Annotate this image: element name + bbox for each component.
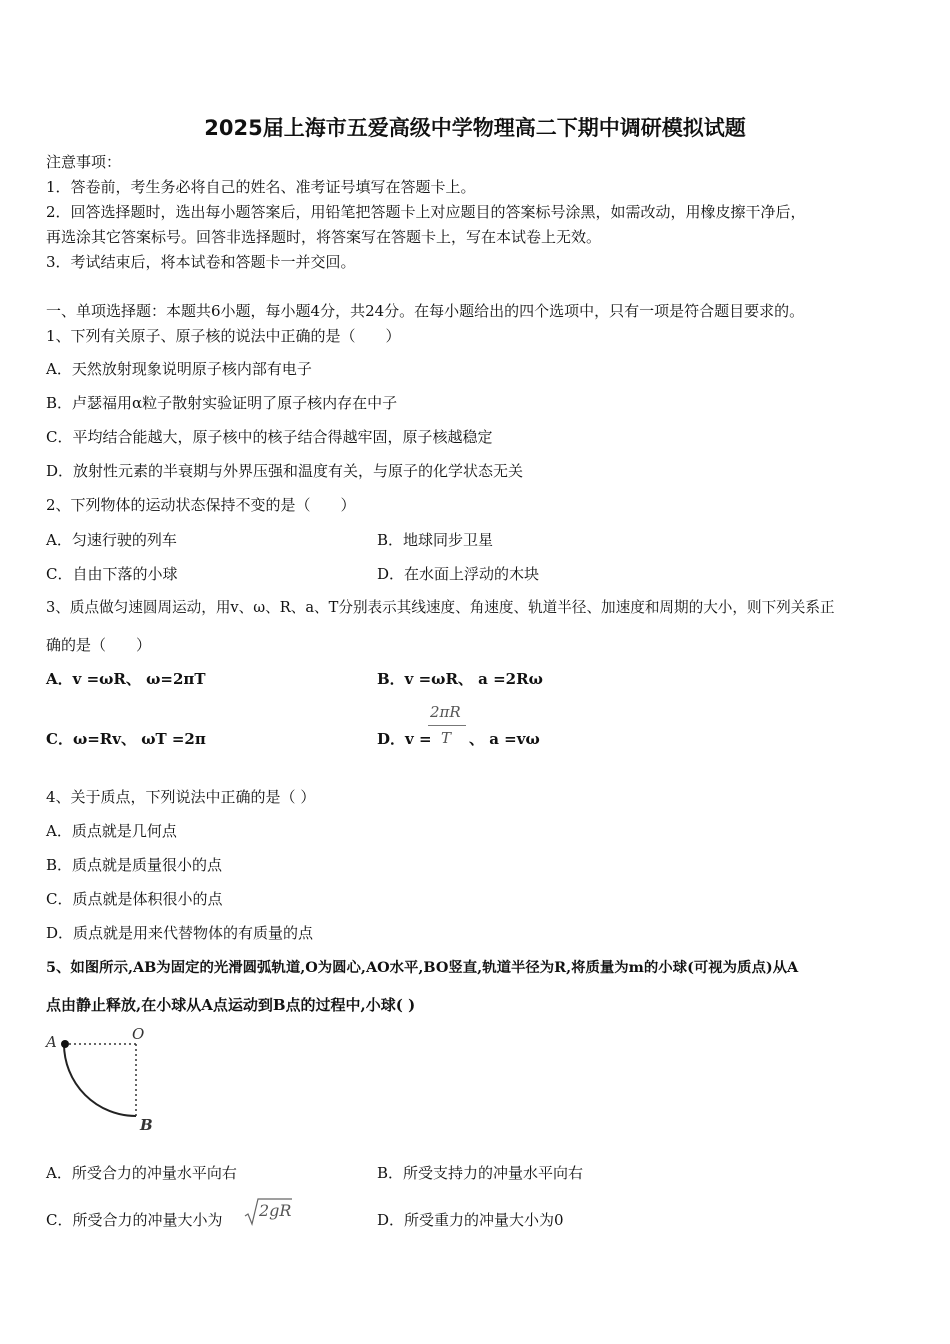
q3-fraction-bar <box>428 725 466 726</box>
q3-fraction-denominator: T <box>441 729 452 747</box>
notice-item-1: 1．答卷前，考生务必将自己的姓名、准考证号填写在答题卡上。 <box>46 178 476 196</box>
q3-option-a: A．v =ωR、 ω=2πT <box>46 670 206 688</box>
label-b: B <box>140 1116 153 1134</box>
q4-option-a: A．质点就是几何点 <box>46 822 177 840</box>
q4-option-b: B．质点就是质量很小的点 <box>46 856 223 874</box>
notice-heading: 注意事项： <box>46 153 122 171</box>
section-heading: 一、单项选择题：本题共6小题，每小题4分，共24分。在每小题给出的四个选项中，只有一项是符合题目要求的。 <box>46 302 805 320</box>
q5-stem: 5、如图所示,AB为固定的光滑圆弧轨道,O为圆心,AO水平,BO竖直,轨道半径为R,将质量为m的小球(可视为质点)从A <box>46 959 799 976</box>
notice-item-2-cont: 再选涂其它答案标号。回答非选择题时，将答案写在答题卡上，写在本试卷上无效。 <box>46 228 602 246</box>
q4-option-d: D．质点就是用来代替物体的有质量的点 <box>46 924 314 942</box>
q3-option-b: B．v =ωR、 a =2Rω <box>377 670 543 688</box>
q5-option-b: B．所受支持力的冲量水平向右 <box>377 1164 584 1182</box>
ball <box>61 1040 69 1048</box>
q4-stem: 4、关于质点，下列说法中正确的是（ ） <box>46 788 316 806</box>
notice-item-2: 2．回答选择题时，选出每小题答案后，用铅笔把答题卡上对应题目的答案标号涂黑，如需改动，用橡皮擦干净后， <box>46 203 806 221</box>
q1-option-d: D．放射性元素的半衰期与外界压强和温度有关，与原子的化学状态无关 <box>46 462 524 480</box>
q1-option-b: B．卢瑟福用α粒子散射实验证明了原子核内存在中子 <box>46 394 398 412</box>
q1-option-c: C．平均结合能越大，原子核中的核子结合得越牢固，原子核越稳定 <box>46 428 493 446</box>
q5-stem-cont: 点由静止释放,在小球从A点运动到B点的过程中,小球( ) <box>46 996 416 1014</box>
q3-stem-cont: 确的是（ ） <box>46 636 152 654</box>
label-a: A <box>46 1033 57 1051</box>
q3-stem: 3、质点做匀速圆周运动，用v、ω、R、a、T分别表示其线速度、角速度、轨道半径、加速度和周期的大小，则下列关系正 <box>46 599 835 616</box>
q3-option-c: C．ω=Rv、 ωT =2π <box>46 730 206 748</box>
q5-option-c-prefix: C．所受合力的冲量大小为 <box>46 1211 223 1229</box>
q3-fraction-numerator: 2πR <box>430 703 461 721</box>
q5-option-d: D．所受重力的冲量大小为0 <box>377 1211 564 1229</box>
q2-stem: 2、下列物体的运动状态保持不变的是（ ） <box>46 496 356 514</box>
q2-option-b: B．地球同步卫星 <box>377 531 494 549</box>
page-title: 2025届上海市五爱高级中学物理高二下期中调研模拟试题 <box>204 116 746 140</box>
q3-option-d-prefix: D．v = <box>377 730 432 748</box>
q4-option-c: C．质点就是体积很小的点 <box>46 890 223 908</box>
q1-stem: 1、下列有关原子、原子核的说法中正确的是（ ） <box>46 327 401 345</box>
q2-option-a: A．匀速行驶的列车 <box>46 531 177 549</box>
arc-track <box>64 1044 136 1116</box>
q3-option-d-suffix: 、 a =vω <box>469 730 540 748</box>
q2-option-d: D．在水面上浮动的木块 <box>377 565 540 583</box>
label-o: O <box>132 1025 145 1043</box>
q5-option-a: A．所受合力的冲量水平向右 <box>46 1164 237 1182</box>
q1-option-a: A．天然放射现象说明原子核内部有电子 <box>46 360 312 378</box>
notice-item-3: 3．考试结束后，将本试卷和答题卡一并交回。 <box>46 253 356 271</box>
arc-track-figure <box>44 1022 184 1137</box>
q2-option-c: C．自由下落的小球 <box>46 565 178 583</box>
q5-sqrt-expression: 2gR <box>259 1201 292 1220</box>
